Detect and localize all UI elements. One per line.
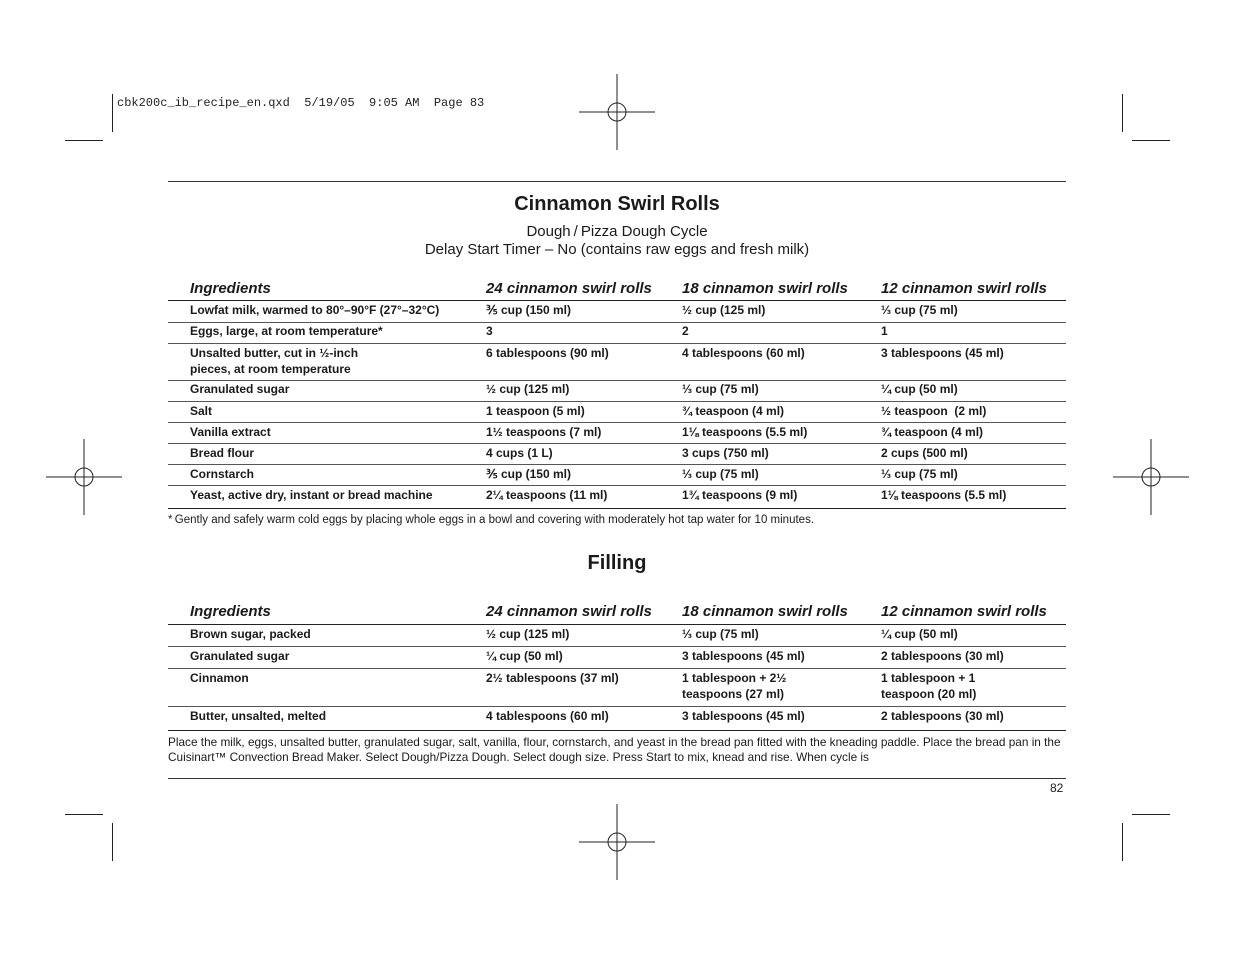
- crop-mark: [112, 94, 113, 132]
- table-cell: ⅓ cup (75 ml): [881, 467, 958, 481]
- table-cell: 2 tablespoons (30 ml): [881, 709, 1004, 723]
- table-cell: Butter, unsalted, melted: [190, 709, 327, 723]
- header-12-rolls: 12 cinnamon swirl rolls: [881, 280, 1047, 297]
- table-cell: ¼ cup (50 ml): [881, 382, 958, 396]
- table-cell: 4 cups (1 L): [486, 446, 553, 460]
- table-cell: Salt: [190, 404, 213, 418]
- table-cell: Granulated sugar: [190, 382, 290, 396]
- recipe-title: Cinnamon Swirl Rolls: [514, 193, 720, 215]
- cycle-subtitle: Dough / Pizza Dough Cycle: [526, 223, 708, 240]
- table-rule: [168, 624, 1066, 625]
- table-cell: ⅗ cup (150 ml): [486, 467, 571, 481]
- page-number: 82: [1050, 781, 1064, 795]
- table-cell: Granulated sugar: [190, 649, 290, 663]
- row-divider: [168, 422, 1066, 423]
- table-cell: ⅓ cup (75 ml): [682, 627, 759, 641]
- table-cell: 1 tablespoon + 1 teaspoon (20 ml): [881, 671, 977, 701]
- table-cell: ¼ cup (50 ml): [881, 627, 958, 641]
- table-cell: 1 teaspoon (5 ml): [486, 404, 585, 418]
- instructions-paragraph: Place the milk, eggs, unsalted butter, granulated sugar, salt, vanilla, flour, cornstarch, and yeast in the bread pan fitted with the kneading paddle. Place the bread pan in the Cuisinart™ Convection Bread Maker. Select Dough/Pizza Dough. Select dough size. Press Start to mix, knead and rise. When cycle is: [168, 735, 1061, 764]
- row-divider: [168, 464, 1066, 465]
- table-cell: 2½ tablespoons (37 ml): [486, 671, 619, 685]
- table-cell: 2 cups (500 ml): [881, 446, 968, 460]
- row-divider: [168, 668, 1066, 669]
- row-divider: [168, 485, 1066, 486]
- table-cell: ½ cup (125 ml): [486, 382, 570, 396]
- header-12-rolls: 12 cinnamon swirl rolls: [881, 603, 1047, 620]
- row-divider: [168, 443, 1066, 444]
- table-cell: ⅗ cup (150 ml): [486, 303, 571, 317]
- table-cell: 1: [881, 324, 888, 338]
- row-divider: [168, 730, 1066, 731]
- header-24-rolls: 24 cinnamon swirl rolls: [486, 603, 652, 620]
- table-cell: ¾ teaspoon (4 ml): [881, 425, 984, 439]
- header-ingredients: Ingredients: [190, 280, 271, 297]
- footnote: * Gently and safely warm cold eggs by placing whole eggs in a bowl and covering with moderately hot tap water for 10 minutes.: [168, 514, 815, 526]
- header-ingredients: Ingredients: [190, 603, 271, 620]
- table-cell: ⅓ cup (75 ml): [682, 467, 759, 481]
- table-cell: 4 tablespoons (60 ml): [682, 346, 805, 360]
- table-cell: Brown sugar, packed: [190, 627, 311, 641]
- table-cell: Cinnamon: [190, 671, 249, 685]
- registration-mark-icon: [579, 74, 655, 150]
- table-cell: Lowfat milk, warmed to 80°–90°F (27°–32°C): [190, 303, 440, 317]
- row-divider: [168, 646, 1066, 647]
- header-18-rolls: 18 cinnamon swirl rolls: [682, 280, 848, 297]
- table-cell: 3 tablespoons (45 ml): [682, 649, 805, 663]
- table-cell: Eggs, large, at room temperature*: [190, 324, 383, 338]
- table-cell: 2¼ teaspoons (11 ml): [486, 488, 608, 502]
- table-cell: 1¾ teaspoons (9 ml): [682, 488, 798, 502]
- filling-title: Filling: [587, 552, 647, 574]
- crop-mark: [65, 140, 103, 141]
- table-cell: 4 tablespoons (60 ml): [486, 709, 609, 723]
- table-cell: ¾ teaspoon (4 ml): [682, 404, 785, 418]
- table-cell: ½ teaspoon (2 ml): [881, 404, 987, 418]
- table-cell: ⅓ cup (75 ml): [881, 303, 958, 317]
- row-divider: [168, 401, 1066, 402]
- table-cell: 6 tablespoons (90 ml): [486, 346, 609, 360]
- header-24-rolls: 24 cinnamon swirl rolls: [486, 280, 652, 297]
- row-divider: [168, 380, 1066, 381]
- crop-mark: [1122, 823, 1123, 861]
- table-cell: 1½ teaspoons (7 ml): [486, 425, 602, 439]
- table-cell: 3 cups (750 ml): [682, 446, 769, 460]
- table-cell: Unsalted butter, cut in ½-inch pieces, at room temperature: [190, 346, 359, 376]
- print-slug: cbk200c_ib_recipe_en.qxd 5/19/05 9:05 AM Page 83: [117, 96, 485, 110]
- table-cell: Bread flour: [190, 446, 255, 460]
- delay-subtitle: Delay Start Timer – No (contains raw eggs and fresh milk): [424, 241, 810, 258]
- table-cell: ½ cup (125 ml): [486, 627, 570, 641]
- row-divider: [168, 706, 1066, 707]
- table-cell: 2 tablespoons (30 ml): [881, 649, 1004, 663]
- crop-mark: [1122, 94, 1123, 132]
- crop-mark: [112, 823, 113, 861]
- bottom-rule: [168, 778, 1066, 779]
- registration-mark-icon: [579, 804, 655, 880]
- table-cell: 2: [682, 324, 689, 338]
- registration-mark-icon: [1113, 439, 1189, 515]
- table-cell: ⅓ cup (75 ml): [682, 382, 759, 396]
- table-cell: ¼ cup (50 ml): [486, 649, 563, 663]
- top-rule: [168, 181, 1066, 182]
- table-cell: 3 tablespoons (45 ml): [682, 709, 805, 723]
- table-cell: Yeast, active dry, instant or bread machine: [190, 488, 433, 502]
- table-cell: 3: [486, 324, 493, 338]
- row-divider: [168, 322, 1066, 323]
- table-cell: 1 tablespoon + 2½ teaspoons (27 ml): [682, 671, 787, 701]
- table-cell: Vanilla extract: [190, 425, 271, 439]
- header-18-rolls: 18 cinnamon swirl rolls: [682, 603, 848, 620]
- table-cell: 1⅛ teaspoons (5.5 ml): [881, 488, 1007, 502]
- registration-mark-icon: [46, 439, 122, 515]
- row-divider: [168, 343, 1066, 344]
- table-cell: 1⅛ teaspoons (5.5 ml): [682, 425, 808, 439]
- crop-mark: [65, 814, 103, 815]
- table-rule: [168, 300, 1066, 301]
- table-cell: ½ cup (125 ml): [682, 303, 766, 317]
- crop-mark: [1132, 814, 1170, 815]
- table-cell: Cornstarch: [190, 467, 255, 481]
- table-cell: 3 tablespoons (45 ml): [881, 346, 1004, 360]
- crop-mark: [1132, 140, 1170, 141]
- row-divider: [168, 508, 1066, 509]
